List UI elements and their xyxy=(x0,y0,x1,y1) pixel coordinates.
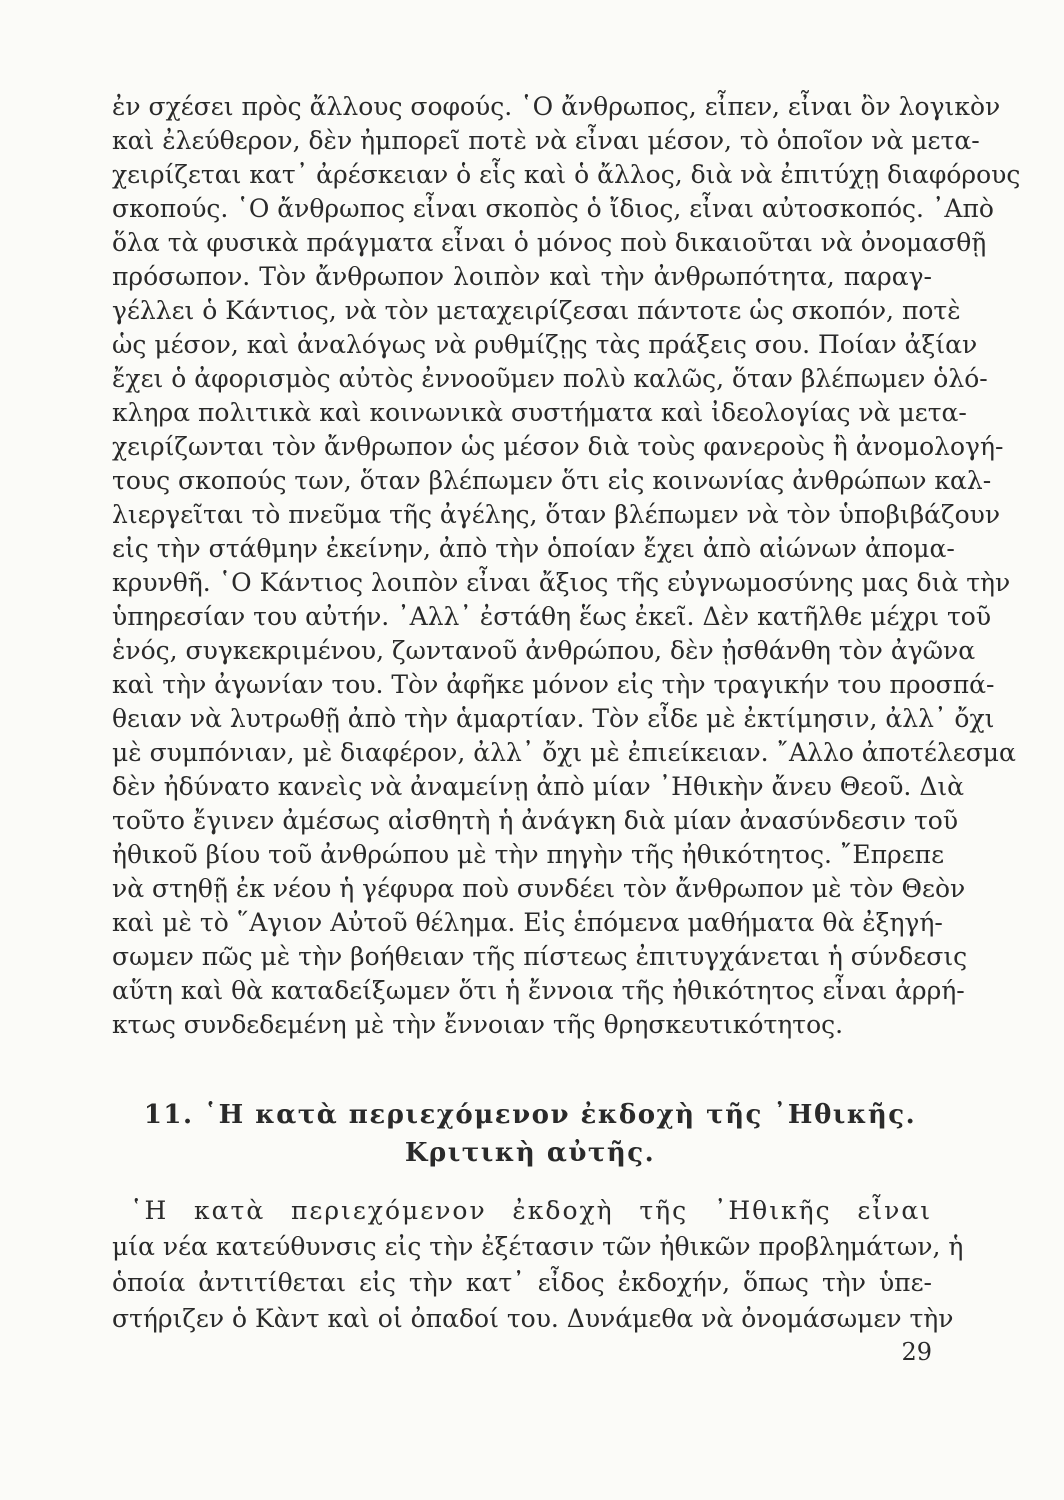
text-line: τους σκοπούς των, ὅταν βλέπωμεν ὅτι εἰς κοινωνίας ἀνθρώπων καλ- xyxy=(112,466,992,495)
text-line: κρυνθῆ. ῾Ο Κάντιος λοιπὸν εἶναι ἄξιος τῆς εὐγνωμοσύνης μας διὰ τὴν xyxy=(112,568,1011,597)
text-line: νὰ στηθῇ ἐκ νέου ἡ γέφυρα ποὺ συνδέει τὸν ἄνθρωπον μὲ τὸν Θεὸν xyxy=(112,874,966,903)
text-line: ἑνός, συγκεκριμένου, ζωντανοῦ ἀνθρώπου, δὲν ᾐσθάνθη τὸν ἀγῶνα xyxy=(112,636,976,665)
text-line: ὑπηρεσίαν του αὐτήν. ᾽Αλλ᾽ ἐστάθη ἕως ἐκεῖ. Δὲν κατῆλθε μέχρι τοῦ xyxy=(112,602,992,631)
text-line: κληρα πολιτικὰ καὶ κοινωνικὰ συστήματα καὶ ἰδεολογίας νὰ μετα- xyxy=(112,398,967,427)
text-line: καὶ τὴν ἀγωνίαν του. Τὸν ἀφῆκε μόνον εἰς τὴν τραγικήν του προσπά- xyxy=(112,670,995,699)
text-line: λιεργεῖται τὸ πνεῦμα τῆς ἀγέλης, ὅταν βλέπωμεν νὰ τὸν ὑποβιβάζουν xyxy=(112,500,1001,529)
text-line: ὁποία ἀντιτίθεται εἰς τὴν κατ᾽ εἶδος ἐκδοχήν, ὅπως τὴν ὑπε- xyxy=(112,1268,932,1297)
text-line: δὲν ἠδύνατο κανεὶς νὰ ἀναμείνῃ ἀπὸ μίαν ᾽Ηθικὴν ἄνευ Θεοῦ. Διὰ xyxy=(112,772,965,801)
text-line: κτως συνδεδεμένη μὲ τὴν ἔννοιαν τῆς θρησκευτικότητος. xyxy=(112,1010,844,1039)
text-line: ῾Η κατὰ περιεχόμενον ἐκδοχὴ τῆς ᾽Ηθικῆς εἶναι xyxy=(130,1196,932,1225)
text-line: στήριζεν ὁ Κὰντ καὶ οἱ ὀπαδοί του. Δυνάμεθα νὰ ὀνομάσωμεν τὴν xyxy=(112,1304,954,1333)
text-line: καὶ μὲ τὸ ῞Αγιον Αὐτοῦ θέλημα. Εἰς ἑπόμενα μαθήματα θὰ ἐξηγή- xyxy=(112,908,943,937)
text-line: καὶ ἐλεύθερον, δὲν ἠμπορεῖ ποτὲ νὰ εἶναι μέσον, τὸ ὁποῖον νὰ μετα- xyxy=(112,126,980,155)
text-line: ἐν σχέσει πρὸς ἄλλους σοφούς. ῾Ο ἄνθρωπος, εἶπεν, εἶναι ὂν λογικὸν xyxy=(112,92,1001,121)
text-line: μὲ συμπόνιαν, μὲ διαφέρον, ἀλλ᾽ ὄχι μὲ ἐπιείκειαν. ῎Αλλο ἀποτέλεσμα xyxy=(112,738,1016,767)
section-heading-line1: 11. ῾Η κατὰ περιεχόμενον ἐκδοχὴ τῆς ᾽Ηθικῆς. xyxy=(143,1100,917,1130)
text-line: μία νέα κατεύθυνσις εἰς τὴν ἐξέτασιν τῶν ἠθικῶν προβλημάτων, ἡ xyxy=(112,1232,964,1261)
text-line: ὅλα τὰ φυσικὰ πράγματα εἶναι ὁ μόνος ποὺ δικαιοῦται νὰ ὀνομασθῇ xyxy=(112,228,987,257)
text-line: χειρίζωνται τὸν ἄνθρωπον ὡς μέσον διὰ τοὺς φανεροὺς ἢ ἀνομολογή- xyxy=(112,432,1004,461)
page-number: 29 xyxy=(901,1338,932,1366)
text-line: ἔχει ὁ ἀφορισμὸς αὐτὸς ἐννοοῦμεν πολὺ καλῶς, ὅταν βλέπωμεν ὁλό- xyxy=(112,364,988,393)
text-line: πρόσωπον. Τὸν ἄνθρωπον λοιπὸν καὶ τὴν ἀνθρωπότητα, παραγ- xyxy=(112,262,932,291)
text-line: αὕτη καὶ θὰ καταδείξωμεν ὅτι ἡ ἔννοια τῆς ἠθικότητος εἶναι ἀρρή- xyxy=(112,976,965,1005)
text-line: θειαν νὰ λυτρωθῇ ἀπὸ τὴν ἁμαρτίαν. Τὸν εἶδε μὲ ἐκτίμησιν, ἀλλ᾽ ὄχι xyxy=(112,704,995,733)
text-line: ἠθικοῦ βίου τοῦ ἀνθρώπου μὲ τὴν πηγὴν τῆς ἠθικότητος. ῎Επρεπε xyxy=(112,840,945,869)
text-line: ὡς μέσον, καὶ ἀναλόγως νὰ ρυθμίζῃς τὰς πράξεις σου. Ποίαν ἀξίαν xyxy=(112,330,978,359)
text-line: εἰς τὴν στάθμην ἐκείνην, ἀπὸ τὴν ὁποίαν ἔχει ἀπὸ αἰώνων ἀπομα- xyxy=(112,534,955,563)
text-line: χειρίζεται κατ᾽ ἀρέσκειαν ὁ εἷς καὶ ὁ ἄλλος, διὰ νὰ ἐπιτύχῃ διαφόρους xyxy=(112,160,1021,189)
section-heading-line2: Κριτικὴ αὐτῆς. xyxy=(404,1138,656,1168)
text-line: σωμεν πῶς μὲ τὴν βοήθειαν τῆς πίστεως ἐπιτυγχάνεται ἡ σύνδεσις xyxy=(112,942,968,971)
text-line: γέλλει ὁ Κάντιος, νὰ τὸν μεταχειρίζεσαι πάντοτε ὡς σκοπόν, ποτὲ xyxy=(112,296,961,325)
text-line: σκοπούς. ῾Ο ἄνθρωπος εἶναι σκοπὸς ὁ ἴδιος, εἶναι αὐτοσκοπός. ᾽Απὸ xyxy=(112,194,994,223)
text-line: τοῦτο ἔγινεν ἀμέσως αἰσθητὴ ἡ ἀνάγκη διὰ μίαν ἀνασύνδεσιν τοῦ xyxy=(112,806,959,835)
